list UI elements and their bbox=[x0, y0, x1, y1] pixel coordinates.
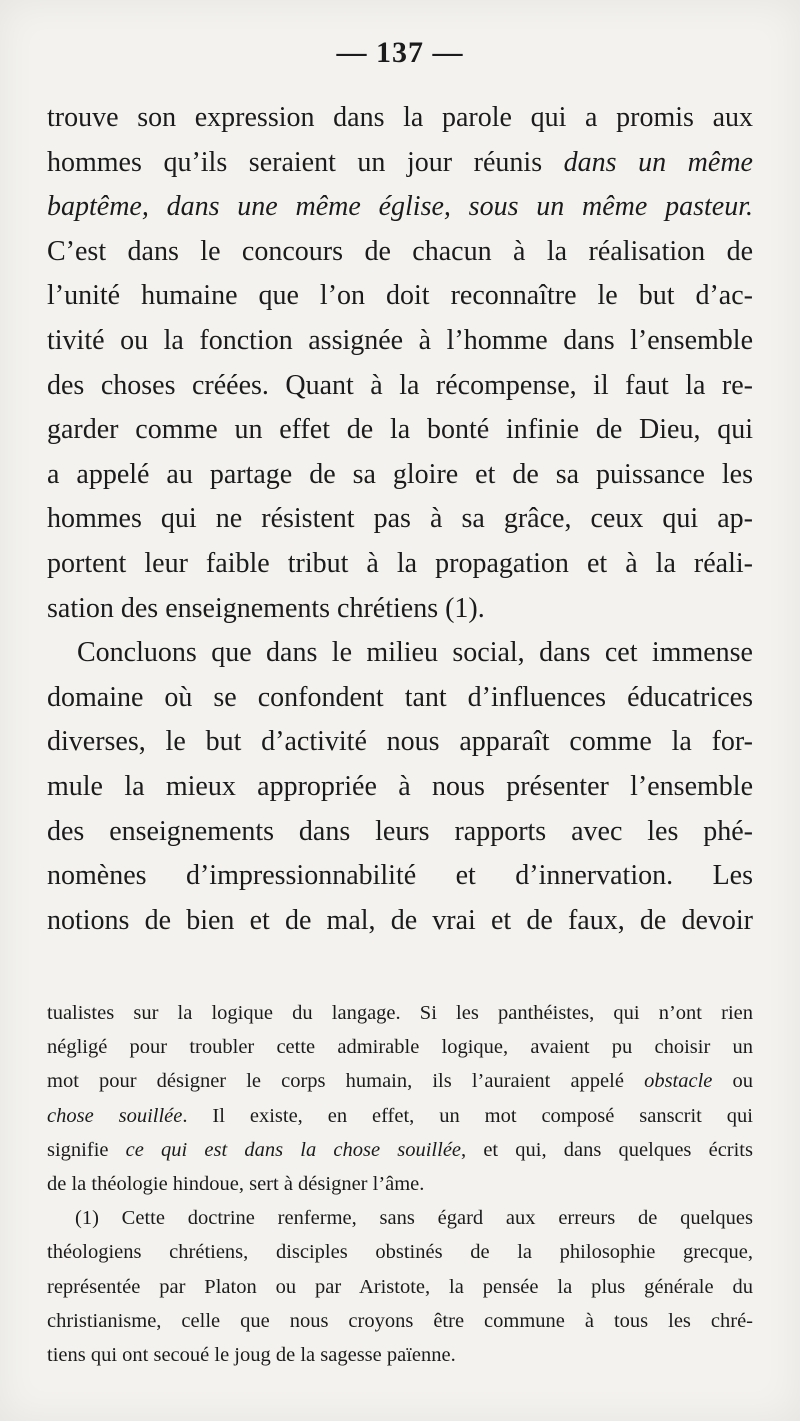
body-text bbox=[47, 96, 753, 943]
body-line: trouve son expression dans la parole qui a promis aux bbox=[47, 102, 753, 133]
italic-text: dans un même bbox=[563, 146, 753, 178]
body-line: notions de bien et de mal, de vrai et de faux, de devoir bbox=[47, 904, 753, 936]
body-line: des enseignements dans leurs rapports avec les phé- bbox=[47, 815, 753, 847]
footnote-line: christianisme, celle que nous croyons être commune à tous les chré- bbox=[47, 1309, 753, 1332]
text-span: signifie bbox=[47, 1138, 126, 1161]
body-line: tivité ou la fonction assignée à l’homme dans l’ensemble bbox=[47, 324, 753, 356]
footnote-line: tiens qui ont secoué le joug de la sagesse païenne. bbox=[47, 1343, 456, 1366]
body-line: domaine où se confondent tant d’influences éducatrices bbox=[47, 681, 753, 713]
body-line bbox=[47, 141, 753, 186]
footnote-line: négligé pour troubler cette admirable logique, avaient pu choisir un bbox=[47, 1036, 753, 1059]
body-line: a appelé au partage de sa gloire et de sa puissance les bbox=[47, 458, 753, 490]
footnote-line: tualistes sur la logique du langage. Si les panthéistes, qui n’ont rien bbox=[47, 1002, 753, 1024]
body-line: sation des enseignements chrétiens (1). bbox=[47, 592, 485, 624]
body-line: l’unité humaine que l’on doit reconnaître le but d’ac- bbox=[47, 280, 753, 312]
footnote-line bbox=[47, 1133, 753, 1167]
text-span: ou bbox=[712, 1070, 753, 1093]
body-line: hommes qui ne résistent pas à sa grâce, ceux qui ap- bbox=[47, 503, 753, 535]
italic-text: chose souillée bbox=[47, 1104, 183, 1127]
footnotes bbox=[47, 996, 753, 1372]
italic-text: ce qui est dans la chose souillée bbox=[125, 1138, 462, 1161]
page-number: — 137 — bbox=[336, 36, 464, 69]
italic-text: obstacle bbox=[644, 1070, 713, 1093]
italic-text: baptême, dans une même église, sous un même pasteur. bbox=[47, 191, 753, 223]
footnote-line bbox=[47, 1099, 753, 1133]
body-line: des choses créées. Quant à la récompense, il faut la re- bbox=[47, 369, 753, 401]
footnote-line: représentée par Platon ou par Aristote, la pensée la plus générale du bbox=[47, 1275, 753, 1298]
body-line: garder comme un effet de la bonté infinie de Dieu, qui bbox=[47, 414, 753, 446]
footnote-line: théologiens chrétiens, disciples obstinés de la philosophie grecque, bbox=[47, 1241, 753, 1264]
body-line: portent leur faible tribut à la propagation et à la réali- bbox=[47, 547, 753, 579]
body-line bbox=[47, 185, 753, 230]
text-span: , et qui, dans quelques écrits bbox=[461, 1138, 753, 1161]
body-line: nomènes d’impressionnabilité et d’innervation. Les bbox=[47, 860, 753, 892]
footnote-line: de la théologie hindoue, sert à désigner l’âme. bbox=[47, 1172, 425, 1195]
footnote-line: (1) Cette doctrine renferme, sans égard aux erreurs de quelques bbox=[75, 1207, 753, 1230]
body-line: diverses, le but d’activité nous apparaît comme la for- bbox=[47, 726, 753, 758]
text-span: hommes qu’ils seraient un jour réunis bbox=[47, 146, 564, 178]
body-line: mule la mieux appropriée à nous présenter l’ensemble bbox=[47, 770, 753, 802]
footnote-line bbox=[47, 1064, 753, 1098]
text-span: mot pour désigner le corps humain, ils l’auraient appelé bbox=[47, 1070, 645, 1093]
body-line: Concluons que dans le milieu social, dans cet immense bbox=[77, 637, 753, 669]
body-line: C’est dans le concours de chacun à la réalisation de bbox=[47, 235, 753, 267]
text-span: . Il existe, en effet, un mot composé sanscrit qui bbox=[182, 1104, 753, 1127]
